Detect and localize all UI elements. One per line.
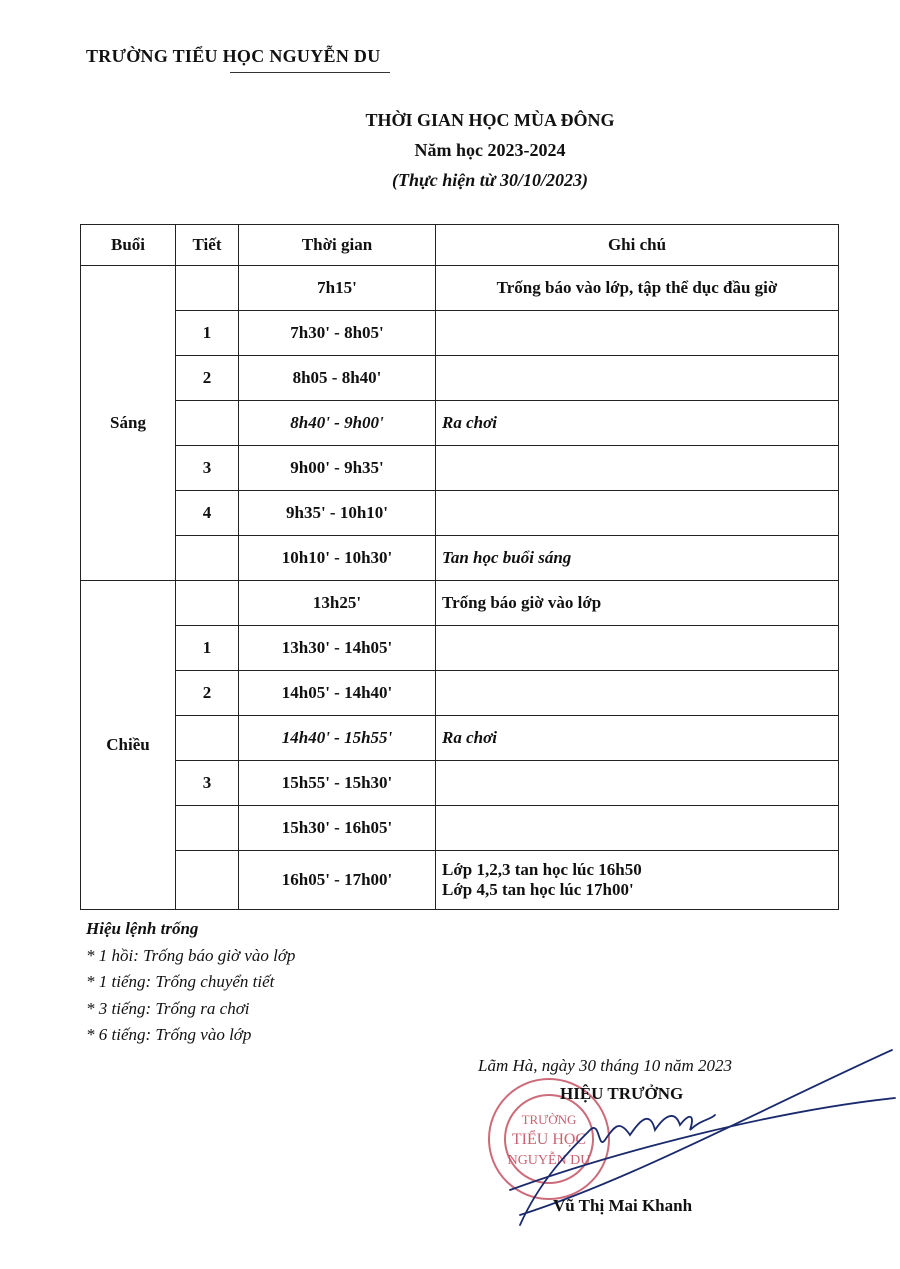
drum-signal-legend bbox=[86, 916, 295, 1049]
svg-text:TRƯỜNG: TRƯỜNG bbox=[521, 1112, 577, 1127]
note-cell bbox=[436, 626, 839, 671]
effective-date: (Thực hiện từ 30/10/2023) bbox=[391, 170, 589, 190]
header-time: Thời gian bbox=[239, 225, 436, 266]
table-row bbox=[81, 806, 839, 851]
table-row bbox=[81, 536, 839, 581]
table-row bbox=[81, 671, 839, 716]
note-cell bbox=[436, 536, 839, 581]
period-cell bbox=[176, 806, 239, 851]
note-cell bbox=[436, 761, 839, 806]
time-cell: 8h40' - 9h00' bbox=[239, 401, 436, 446]
svg-text:TIỂU HỌC: TIỂU HỌC bbox=[511, 1131, 587, 1148]
session-cell: Chiều bbox=[81, 581, 176, 910]
header-period: Tiết bbox=[176, 225, 239, 266]
note-cell bbox=[436, 851, 839, 910]
signer-role: HIỆU TRƯỞNG bbox=[560, 1084, 684, 1103]
legend-item: * 1 tiếng: Trống chuyển tiết bbox=[86, 972, 275, 991]
note-cell bbox=[436, 401, 839, 446]
table-row bbox=[81, 761, 839, 806]
period-cell bbox=[176, 851, 239, 910]
signer-name: Vũ Thị Mai Khanh bbox=[553, 1196, 693, 1215]
table-row bbox=[81, 626, 839, 671]
time-cell: 14h40' - 15h55' bbox=[239, 716, 436, 761]
table-row bbox=[81, 851, 839, 910]
session-cell: Sáng bbox=[81, 266, 176, 581]
time-cell: 15h30' - 16h05' bbox=[239, 806, 436, 851]
legend-heading: Hiệu lệnh trống bbox=[86, 919, 199, 938]
period-cell: 1 bbox=[176, 626, 239, 671]
note-cell bbox=[436, 311, 839, 356]
school-year: Năm học 2023-2024 bbox=[414, 140, 566, 160]
note-text: Ra chơi bbox=[442, 413, 497, 432]
note-text: Tan học buổi sáng bbox=[442, 548, 572, 567]
place-date: Lãm Hà, ngày 30 tháng 10 năm 2023 bbox=[478, 1056, 733, 1075]
table-header-row bbox=[81, 225, 839, 266]
table-row bbox=[81, 401, 839, 446]
table-row bbox=[81, 446, 839, 491]
note-cell bbox=[436, 356, 839, 401]
period-cell bbox=[176, 266, 239, 311]
note-cell bbox=[436, 716, 839, 761]
period-cell bbox=[176, 716, 239, 761]
table-row bbox=[81, 356, 839, 401]
note-cell bbox=[436, 581, 839, 626]
period-cell: 1 bbox=[176, 311, 239, 356]
note-text: Lớp 1,2,3 tan học lúc 16h50 bbox=[442, 860, 642, 879]
school-name: TRƯỜNG TIỂU HỌC NGUYỄN DU bbox=[86, 46, 381, 66]
school-name-underline bbox=[230, 72, 390, 73]
time-cell: 7h15' bbox=[239, 266, 436, 311]
note-text: Trống báo giờ vào lớp bbox=[442, 593, 602, 612]
document-title: THỜI GIAN HỌC MÙA ĐÔNG bbox=[365, 110, 615, 130]
time-cell: 15h55' - 15h30' bbox=[239, 761, 436, 806]
time-cell: 13h30' - 14h05' bbox=[239, 626, 436, 671]
note-text: Lớp 4,5 tan học lúc 17h00' bbox=[442, 880, 634, 899]
time-cell: 9h00' - 9h35' bbox=[239, 446, 436, 491]
time-cell: 10h10' - 10h30' bbox=[239, 536, 436, 581]
note-cell bbox=[436, 266, 839, 311]
period-cell bbox=[176, 401, 239, 446]
table-row bbox=[81, 581, 839, 626]
time-cell: 16h05' - 17h00' bbox=[239, 851, 436, 910]
header-session: Buổi bbox=[81, 225, 176, 266]
period-cell: 2 bbox=[176, 671, 239, 716]
schedule-table bbox=[80, 224, 839, 910]
legend-item: * 3 tiếng: Trống ra chơi bbox=[86, 998, 250, 1018]
table-row bbox=[81, 266, 839, 311]
period-cell: 2 bbox=[176, 356, 239, 401]
note-cell bbox=[436, 491, 839, 536]
time-cell: 9h35' - 10h10' bbox=[239, 491, 436, 536]
note-cell bbox=[436, 671, 839, 716]
svg-text:NGUYỄN DU: NGUYỄN DU bbox=[507, 1153, 591, 1168]
table-row bbox=[81, 311, 839, 356]
period-cell bbox=[176, 581, 239, 626]
time-cell: 7h30' - 8h05' bbox=[239, 311, 436, 356]
period-cell bbox=[176, 536, 239, 581]
note-text: Trống báo vào lớp, tập thể dục đầu giờ bbox=[496, 278, 778, 297]
table-row bbox=[81, 716, 839, 761]
table-row bbox=[81, 491, 839, 536]
time-cell: 8h05 - 8h40' bbox=[239, 356, 436, 401]
note-cell bbox=[436, 806, 839, 851]
time-cell: 13h25' bbox=[239, 581, 436, 626]
header-note: Ghi chú bbox=[436, 225, 839, 266]
note-cell bbox=[436, 446, 839, 491]
note-text: Ra chơi bbox=[442, 728, 497, 747]
period-cell: 3 bbox=[176, 446, 239, 491]
period-cell: 4 bbox=[176, 491, 239, 536]
legend-item: * 1 hồi: Trống báo giờ vào lớp bbox=[86, 945, 296, 965]
time-cell: 14h05' - 14h40' bbox=[239, 671, 436, 716]
period-cell: 3 bbox=[176, 761, 239, 806]
legend-item: * 6 tiếng: Trống vào lớp bbox=[86, 1025, 252, 1044]
